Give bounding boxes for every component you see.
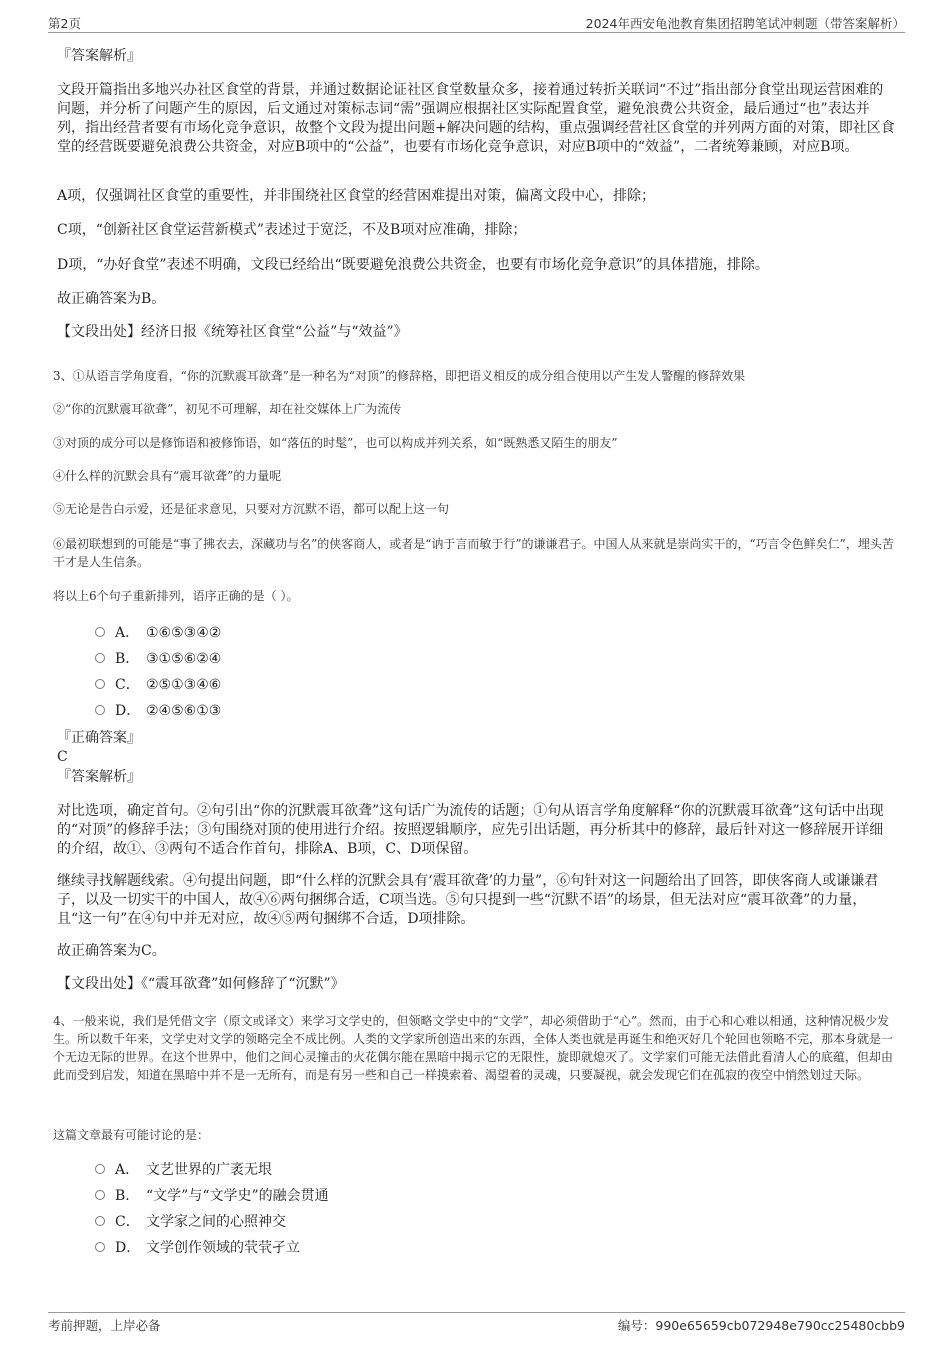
page-number: 第2页 [48, 16, 81, 31]
question-sentence: ④什么样的沉默会具有“震耳欲聋”的力量呢 [53, 469, 282, 483]
analysis-paragraph: C项，“创新社区食堂运营新模式”表述过于宽泛，不及B项对应准确，排除； [57, 222, 527, 238]
option-d[interactable]: D． 文学创作领域的茕茕孑立 [95, 1239, 300, 1258]
page-header [48, 12, 905, 33]
source-citation: 【文段出处】《“震耳欲聋”如何修辞了“沉默”》 [57, 976, 345, 992]
analysis-paragraph: D项，“办好食堂”表述不明确，文段已经给出“既要避免浪费公共资金，也要有市场化竞争意识”的具体措施，排除。 [57, 257, 769, 273]
question-sentence: ③对顶的成分可以是修饰语和被修饰语，如“落伍的时髦”，也可以构成并列关系，如“既熟悉又陌生的朋友” [53, 436, 618, 450]
document-title: 2024年西安龟池教育集团招聘笔试冲刺题（带答案解析） [585, 16, 905, 31]
answer-conclusion: 故正确答案为B。 [57, 291, 166, 307]
analysis-paragraph: 文段开篇指出多地兴办社区食堂的背景，并通过数据论证社区食堂数量众多，接着通过转折关联词“不过”指出部分食堂出现运营困难的问题，并分析了问题产生的原因，后文通过对策标志词“需”强调应根据社区实际配置食堂，避免浪费公共资金，最后通过“也”表达并列，指出经营者要有市场化竞争意识，故整个文段为提出问题+解决问题的结构，重点强调经营社区食堂的并列两方面的对策，即社区食堂的经营既要避免浪费公共资金，对应B项中的“公益”，也要有市场化竞争意识，对应B项中的“效益”，二者统筹兼顾，对应B项。 [57, 82, 895, 155]
radio-button[interactable] [95, 1190, 105, 1200]
option-a[interactable]: A． 文艺世界的广袤无垠 [95, 1161, 272, 1180]
question-sentence: ②“你的沉默震耳欲聋”，初见不可理解，却在社交媒体上广为流传 [53, 402, 402, 416]
correct-answer-label: 『正确答案』 [57, 730, 141, 746]
analysis-paragraph: 继续寻找解题线索。④句提出问题，即“什么样的沉默会具有‘震耳欲聋’的力量”，⑥句针对这一问题给出了回答，即侠客商人或谦谦君子，以及一切实干的中国人，故④⑥两句捆绑合适，C项当选。⑤句只提到一些“沉默不语”的场景，但无法对应“震耳欲聋”的力量，且“这一句”在④句中并无对应，故④⑤两句捆绑不合适，D项排除。 [57, 873, 879, 927]
option-c[interactable]: C． ②⑤①③④⑥ [95, 676, 221, 695]
radio-button[interactable] [95, 1242, 105, 1252]
question-sentence: 3、①从语言学角度看，“你的沉默震耳欲聋”是一种名为“对顶”的修辞格，即把语义相反的成分组合使用以产生发人警醒的修辞效果 [53, 369, 746, 383]
footer-slogan: 考前押题，上岸必备 [48, 1318, 161, 1333]
question-prompt: 这篇文章最有可能讨论的是： [53, 1128, 210, 1142]
option-c[interactable]: C． 文学家之间的心照神交 [95, 1213, 286, 1232]
radio-button[interactable] [95, 627, 105, 637]
option-b[interactable]: B． ③①⑤⑥②④ [95, 650, 221, 669]
radio-button[interactable] [95, 679, 105, 689]
option-d[interactable]: D． ②④⑤⑥①③ [95, 702, 221, 721]
radio-button[interactable] [95, 653, 105, 663]
question-sentence: ⑤无论是告白示爱，还是征求意见，只要对方沉默不语，都可以配上这一句 [53, 502, 450, 516]
radio-button[interactable] [95, 705, 105, 715]
radio-button[interactable] [95, 1164, 105, 1174]
page-footer [48, 1312, 905, 1337]
option-a[interactable]: A． ①⑥⑤③④② [95, 624, 221, 643]
question-prompt: 将以上6个句子重新排列，语序正确的是（ ）。 [53, 589, 299, 603]
analysis-paragraph: A项，仅强调社区食堂的重要性，并非围绕社区食堂的经营困难提出对策，偏离文段中心，排除； [57, 188, 656, 204]
source-citation: 【文段出处】经济日报《统筹社区食堂“公益”与“效益”》 [57, 324, 408, 340]
document-id: 编号：990e65659cb072948e790cc25480cbb9 [617, 1318, 905, 1333]
analysis-label: 『答案解析』 [57, 769, 141, 785]
analysis-paragraph: 对比选项，确定首句。②句引出“你的沉默震耳欲聋”这句话广为流传的话题；①句从语言学角度解释“你的沉默震耳欲聋”这句话中出现的“对顶”的修辞手法；③句围绕对顶的使用进行介绍。按照逻辑顺序，应先引出话题，再分析其中的修辞，最后针对这一修辞展开详细的介绍，故①、③两句不适合作首句，排除A、B项，C、D项保留。 [57, 803, 884, 857]
radio-button[interactable] [95, 1216, 105, 1226]
answer-conclusion: 故正确答案为C。 [57, 943, 166, 959]
question-passage: 4、一般来说，我们是凭借文字（原文或译文）来学习文学史的，但领略文学史中的“文学”，却必须借助于“心”。然而，由于心和心难以相通，这种情况极少发生。所以数千年来，文学史对文学的领略完全不成比例。人类的文学家所创造出来的东西，全体人类也就是再诞生和绝灭好几个轮回也领略不完，那本身就是一个无边无际的世界。在这个世界中，他们之间心灵撞击的火花偶尔能在黑暗中揭示它的无限性，旋即就熄灭了。文学家们可能无法借此看清人心的底蕴，但却由此而受到启发，知道在黑暗中并不是一无所有，而是有另一些和自己一样摸索着、渴望着的灵魂，只要凝视，就会发现它们在孤寂的夜空中悄然划过天际。 [53, 1014, 894, 1082]
option-b[interactable]: B． “文学”与“文学史”的融会贯通 [95, 1187, 329, 1206]
correct-answer: C [57, 749, 68, 765]
analysis-label: 『答案解析』 [57, 48, 141, 64]
question-sentence: ⑥最初联想到的可能是“事了拂衣去，深藏功与名”的侠客商人，或者是“讷于言而敏于行”的谦谦君子。中国人从来就是崇尚实干的，“巧言令色鲜矣仁”，埋头苦干才是人生信条。 [53, 537, 894, 569]
